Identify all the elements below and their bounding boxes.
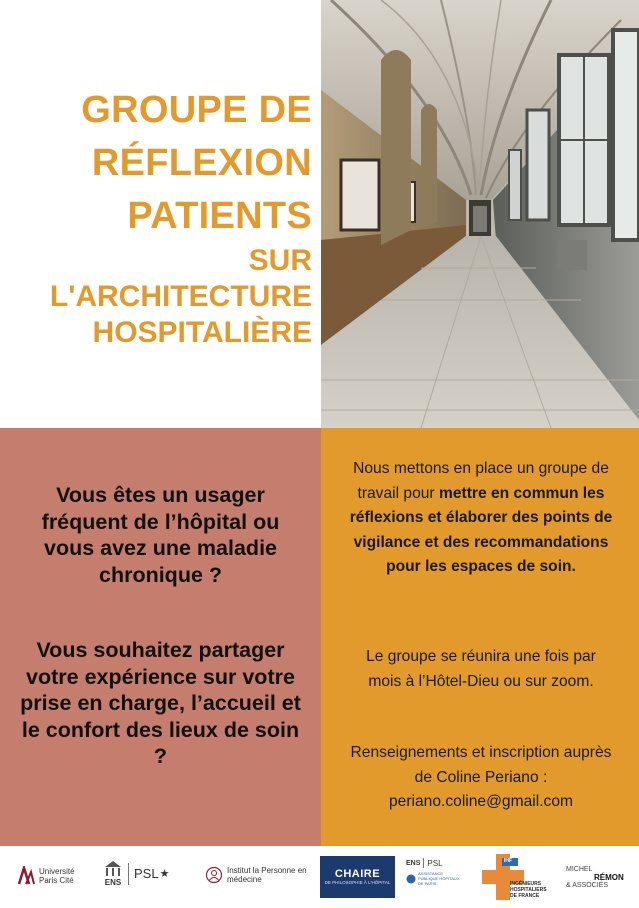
universite-name: Université Paris Cité bbox=[39, 867, 75, 885]
aphp-heart-icon bbox=[406, 874, 416, 884]
questions-panel bbox=[0, 428, 321, 846]
info-paragraph-reunion: Le groupe se réunira une fois par mois à l’Hôtel-Dieu ou sur zoom. bbox=[366, 648, 596, 690]
title-line: L'ARCHITECTURE bbox=[49, 280, 312, 313]
remon-line1: MICHEL bbox=[566, 866, 593, 873]
logo-ens-psl bbox=[103, 860, 169, 887]
question-partager: Vous souhaitez partager votre expérience sur votre prise en charge, l’accueil et le confort des lieux de soin ? bbox=[20, 638, 301, 769]
psl-label: PSL bbox=[134, 866, 159, 881]
contact-text: Renseignements et inscription auprès de Coline Periano : bbox=[350, 744, 612, 786]
logo-universite-paris-cite bbox=[16, 866, 83, 886]
info-panel bbox=[321, 428, 639, 846]
title-line: GROUPE DE bbox=[81, 89, 312, 131]
info-intro-text: Nous mettons en place un groupe de travail pour bbox=[353, 460, 609, 502]
logo-michel-remon bbox=[566, 866, 624, 890]
aphp-text: ASSISTANCE PUBLIQUE HÔPITAUX DE PARIS bbox=[418, 871, 460, 886]
info-bold-text: mettre en commun les réflexions et élaborer des points de vigilance et des recommandations pour les espaces de soin. bbox=[349, 484, 613, 575]
info-paragraph-groupe bbox=[349, 457, 613, 580]
ihf-badge: IHF bbox=[504, 858, 513, 864]
chaire-subtitle: DE PHILOSOPHIE À L'HÔPITAL bbox=[324, 880, 391, 885]
contact-email[interactable]: periano.coline@gmail.com bbox=[389, 793, 573, 810]
star-icon: ★ bbox=[159, 868, 170, 880]
title-line: PATIENTS bbox=[127, 195, 312, 237]
question-usager: Vous êtes un usager fréquent de l’hôpital ou vous avez une maladie chronique ? bbox=[41, 483, 280, 587]
info-paragraph-contact bbox=[349, 741, 613, 815]
poster-title bbox=[50, 84, 312, 351]
logo-ens-psl-aphp bbox=[406, 858, 462, 886]
remon-line3: & ASSOCIÉS bbox=[566, 882, 609, 889]
header-section bbox=[0, 0, 639, 428]
aphp-psl-label: PSL bbox=[427, 858, 443, 868]
logo-ihf bbox=[482, 854, 548, 900]
ens-label: ENS bbox=[104, 878, 122, 887]
title-line: SUR bbox=[248, 244, 312, 277]
logo-institut-la-personne bbox=[205, 866, 311, 884]
hospital-corridor-photo bbox=[321, 0, 639, 428]
institut-name: Institut la Personne en médecine bbox=[227, 866, 307, 884]
title-line: RÉFLEXION bbox=[91, 142, 312, 184]
partner-logos bbox=[0, 846, 639, 908]
title-line: HOSPITALIÈRE bbox=[92, 316, 312, 349]
ens-building-icon bbox=[103, 860, 123, 878]
chaire-label: CHAIRE bbox=[334, 868, 381, 880]
ihf-text: INGÉNIEURS HOSPITALIERS DE FRANCE bbox=[510, 881, 547, 899]
universite-emblem-icon bbox=[16, 866, 36, 886]
logo-chaire-philosophie bbox=[320, 856, 395, 898]
institut-circle-icon bbox=[205, 866, 223, 884]
remon-line2: RÉMON bbox=[594, 873, 624, 882]
aphp-ens-label: ENS bbox=[406, 859, 421, 867]
